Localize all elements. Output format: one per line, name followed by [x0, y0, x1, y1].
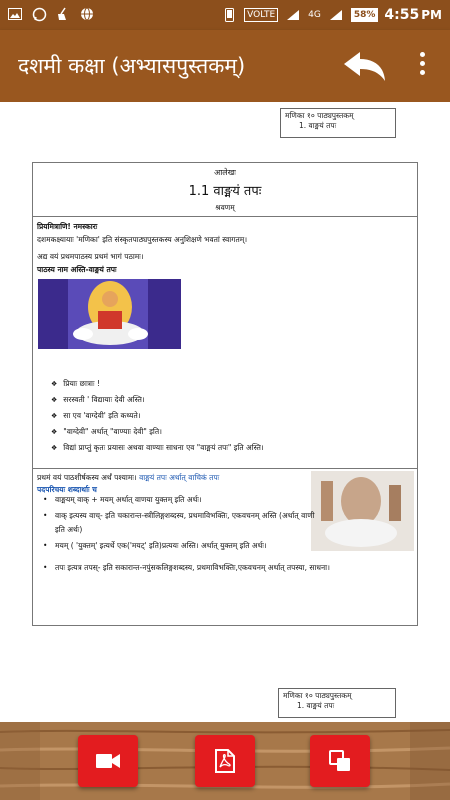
lesson-subtitle: श्रवणम् — [215, 203, 235, 212]
list-item: ❖ विद्यां प्राप्तुं कृतः प्रयासः अथवा वाण्याः साधना एव "वाङ्मयं तपः" इति अस्ति। — [51, 440, 411, 456]
vocab-heading: पदपरिचयः शब्दार्थाः च — [37, 485, 97, 494]
back-button[interactable] — [340, 50, 390, 84]
meaning-highlight: वाङ्मयं तपः अर्थात् वाचिकं तपः — [139, 473, 220, 482]
lesson-label: आलेखः — [214, 168, 236, 177]
menu-dot-icon — [420, 61, 425, 66]
lesson-title: 1.1 वाङ्मयं तपः — [188, 184, 262, 199]
overflow-menu-button[interactable] — [410, 48, 434, 84]
phone-icon — [220, 6, 238, 24]
gallery-icon — [6, 5, 24, 23]
reply-arrow-icon — [340, 50, 390, 84]
list-item: • वाक् इत्यस्य वाच्- इति चकारान्त-स्त्रीलिङ्गशब्दस्य, प्रथमाविभक्तिः, एकवचनम् अस्ति (अर्थात् वाणी इति अर्थः) — [43, 509, 317, 537]
page-title: दशमी कक्षा (अभ्यासपुस्तकम्) — [18, 54, 246, 78]
intro-line: दशमकक्ष्यायाः 'मणिका' इति संस्कृतपाठ्यपुस्तकस्य अनुशिक्षणे भवतां स्वागतम्। — [37, 235, 248, 244]
document-viewer[interactable] — [0, 102, 450, 722]
cleaner-icon — [54, 5, 72, 23]
app-bar — [0, 30, 450, 102]
pdf-button[interactable] — [195, 735, 255, 787]
intro-line: अद्य वयं प्रथमपाठस्य प्रथमं भागं पठामः। — [37, 252, 144, 261]
header-lesson-name: 1. वाङ्मयं तपः — [297, 701, 335, 710]
saraswati-image — [38, 279, 181, 349]
list-item: ❖ प्रियाः छात्राः ! — [51, 376, 411, 392]
list-item: • तपः इत्यत्र तपस्- इति सकारान्त-नपुंसकलिङ्गशब्दस्य, प्रथमाविभक्तिः,एकवचनम् अर्थात् तपस्या, साधना। — [43, 561, 413, 575]
menu-dot-icon — [420, 52, 425, 57]
wifi-signal-icon — [284, 6, 302, 24]
volte-badge: VOLTE — [244, 8, 278, 22]
header-lesson-name: 1. वाङ्मयं तपः — [299, 121, 337, 130]
meaning-intro: प्रथमं वयं पाठशीर्षकस्य अर्थं पश्यामः। — [37, 473, 137, 482]
menu-dot-icon — [420, 70, 425, 75]
header-book-name: मणिका १० पाठ्यपुस्तकम् — [283, 691, 352, 700]
page-header-box — [280, 108, 396, 138]
lesson-header — [33, 163, 417, 217]
document-page — [32, 162, 418, 626]
intro-section — [37, 220, 413, 276]
whatsapp-icon — [30, 5, 48, 23]
clock-time: 4:55 — [384, 7, 420, 23]
pdf-document-icon — [215, 749, 235, 773]
globe-icon — [78, 5, 96, 23]
lesson-name-line: पाठस्य नाम अस्ति-वाङ्मयं तपः — [37, 265, 117, 274]
list-item: • मयम् ( 'युक्तम्' इत्यर्थे एक('मयट्' इति)प्रत्ययः अस्ति। अर्थात् युक्तम् इति अर्थः। — [43, 539, 327, 553]
video-camera-icon — [96, 752, 120, 770]
clock-ampm: PM — [421, 8, 442, 22]
list-item: ❖ "वाग्देवी" अर्थात् "वाण्याः देवी" इति। — [51, 424, 411, 440]
vocab-list — [43, 493, 413, 575]
cell-signal-icon — [327, 6, 345, 24]
greeting-line: प्रियमित्राणि! नमस्कारः — [37, 222, 98, 231]
copy-button[interactable] — [310, 735, 370, 787]
section-divider — [33, 468, 417, 469]
header-book-name: मणिका १० पाठ्यपुस्तकम् — [285, 111, 354, 120]
battery-level: 58% — [351, 8, 379, 22]
list-item: ❖ सा एव 'वाग्देवी' इति कथ्यते। — [51, 408, 411, 424]
network-type: 4G — [308, 10, 321, 20]
bottom-action-bar — [0, 722, 450, 800]
copy-icon — [329, 750, 351, 772]
bullet-list — [51, 376, 411, 456]
page-header-box — [278, 688, 396, 718]
list-item: • वाङ्मयम् वाक् + मयम् अर्थात् वाणया युक्तम् इति अर्थः। — [43, 493, 413, 507]
status-bar — [0, 0, 450, 30]
video-button[interactable] — [78, 735, 138, 787]
list-item: ❖ सरस्वती ' विद्यायाः देवी अस्ति। — [51, 392, 411, 408]
